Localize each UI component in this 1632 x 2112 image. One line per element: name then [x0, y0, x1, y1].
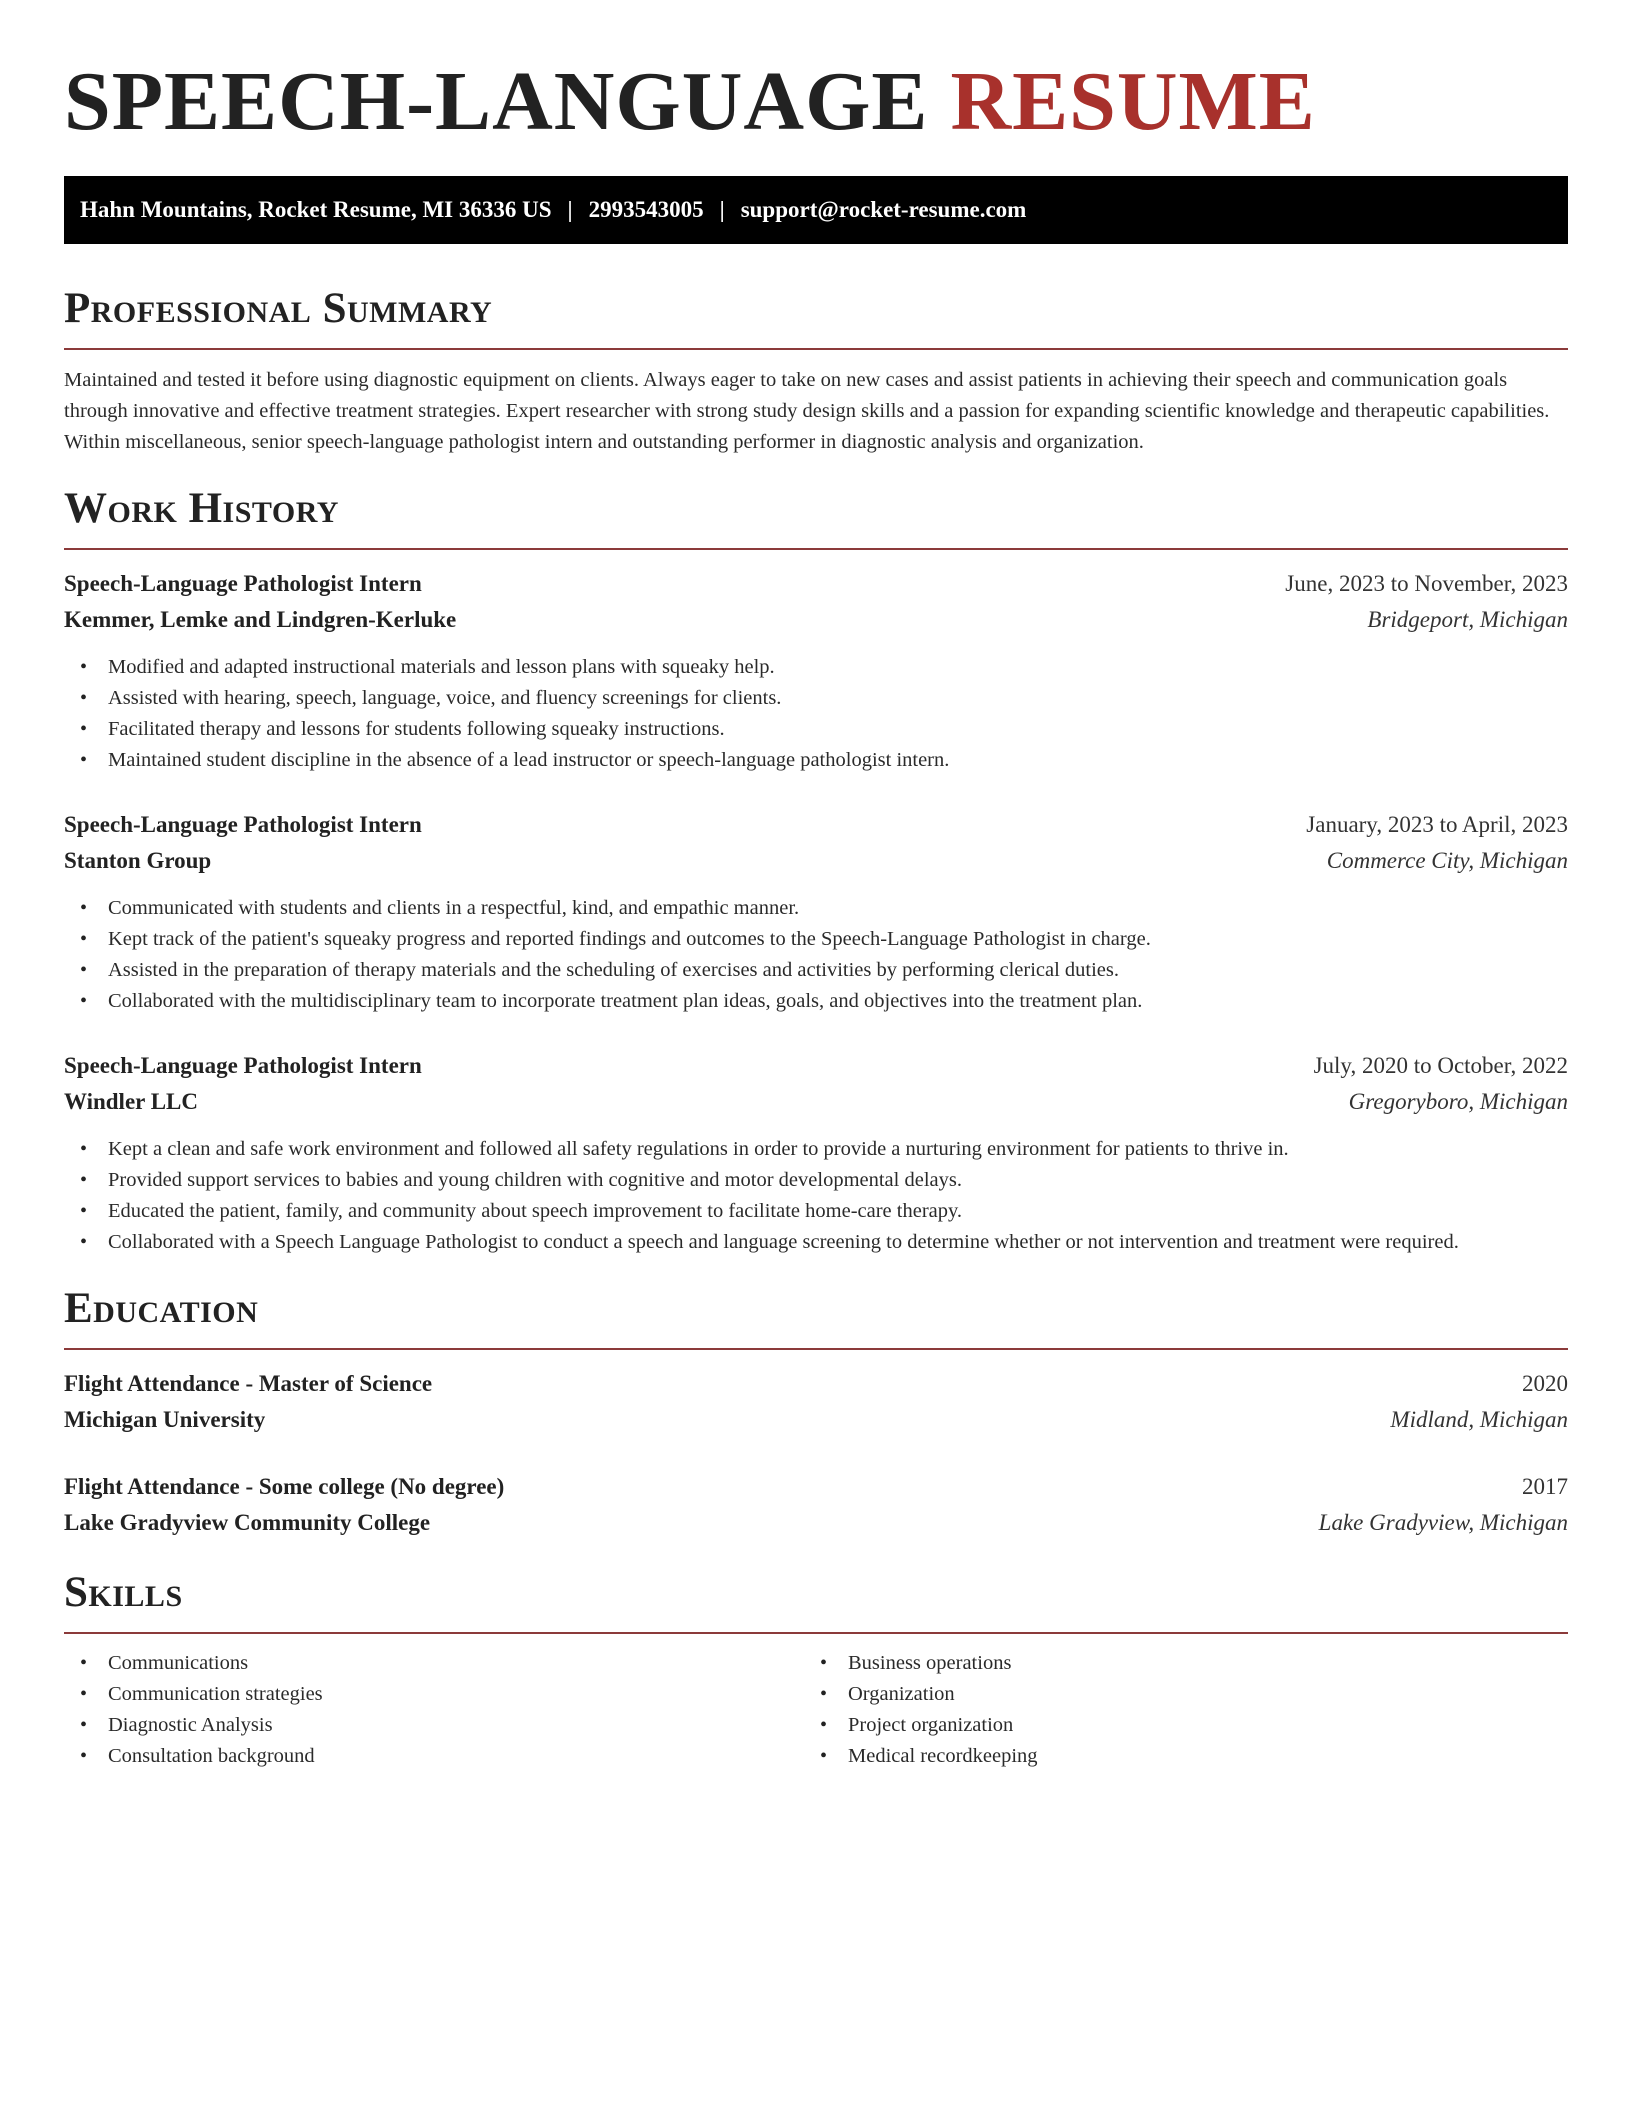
contact-email: support@rocket-resume.com [740, 197, 1027, 222]
skill-item: • Communication strategies [64, 1679, 804, 1710]
skill-item: • Project organization [804, 1710, 1568, 1741]
education-degree: Flight Attendance - Some college (No degree) [64, 1474, 505, 1499]
resume-title [64, 0, 1568, 176]
job-bullet: • Maintained student discipline in the absence of a lead instructor or speech-language pathologist intern. [64, 745, 1568, 776]
summary-text: Maintained and tested it before using diagnostic equipment on clients. Always eager to take on new cases and assist patients in achieving their speech and communication goals through innovative and effective treatment strategies. Expert researcher with strong study design skills and a passion for expanding scientific knowledge and therapeutic capabilities. Within miscellaneous, senior speech-language pathologist intern and outstanding performer in diagnostic analysis and organization. [64, 369, 1550, 453]
job-entry [64, 807, 1568, 879]
job-company: Kemmer, Lemke and Lindgren-Kerluke [64, 607, 457, 632]
job-dates: July, 2020 to October, 2022 [1313, 1053, 1568, 1078]
job-bullet: • Kept a clean and safe work environment and followed all safety regulations in order to provide a nurturing environment for patients to thrive in. [64, 1134, 1568, 1165]
skill-item: • Organization [804, 1679, 1568, 1710]
job-title: Speech-Language Pathologist Intern [64, 812, 422, 837]
section-divider [64, 1348, 1568, 1350]
job-bullet: • Assisted with hearing, speech, language, voice, and fluency screenings for clients. [64, 683, 1568, 714]
job-bullet: • Assisted in the preparation of therapy materials and the scheduling of exercises and activities by performing clerical duties. [64, 955, 1568, 986]
resume-page [64, 0, 1568, 1767]
skill-item: • Communications [64, 1648, 804, 1679]
education-year: 2017 [1522, 1474, 1568, 1499]
skill-item: • Business operations [804, 1648, 1568, 1679]
job-entry [64, 566, 1568, 638]
education-entry [64, 1469, 1568, 1541]
job-location: Commerce City, Michigan [1326, 848, 1568, 873]
job-bullet: • Modified and adapted instructional materials and lesson plans with squeaky help. [64, 652, 1568, 683]
job-dates: June, 2023 to November, 2023 [1285, 571, 1568, 596]
title-main: SPEECH-LANGUAGE [64, 55, 929, 148]
education-location: Lake Gradyview, Michigan [1318, 1510, 1568, 1535]
contact-bar [64, 176, 1568, 244]
section-divider [64, 348, 1568, 350]
section-heading-skills: Skills [64, 1569, 183, 1616]
job-company: Windler LLC [64, 1089, 198, 1114]
contact-separator: | [719, 197, 725, 222]
education-school: Michigan University [64, 1407, 266, 1432]
job-title: Speech-Language Pathologist Intern [64, 571, 422, 596]
job-location: Bridgeport, Michigan [1367, 607, 1568, 632]
job-location: Gregoryboro, Michigan [1348, 1089, 1568, 1114]
job-bullet-list [64, 1134, 1568, 1258]
contact-address: Hahn Mountains, Rocket Resume, MI 36336 US [80, 197, 552, 222]
job-bullet: • Facilitated therapy and lessons for students following squeaky instructions. [64, 714, 1568, 745]
title-accent: RESUME [950, 55, 1316, 148]
contact-separator: | [567, 197, 573, 222]
section-heading-summary: Professional Summary [64, 285, 493, 332]
job-title: Speech-Language Pathologist Intern [64, 1053, 422, 1078]
skill-item: • Medical recordkeeping [804, 1741, 1568, 1772]
education-school: Lake Gradyview Community College [64, 1510, 431, 1535]
job-bullet: • Communicated with students and clients in a respectful, kind, and empathic manner. [64, 893, 1568, 924]
job-bullet-list [64, 652, 1568, 776]
job-bullet: • Provided support services to babies and young children with cognitive and motor developmental delays. [64, 1165, 1568, 1196]
job-bullet: • Collaborated with the multidisciplinary team to incorporate treatment plan ideas, goals, and objectives into the treatment plan. [64, 986, 1568, 1017]
skills-list-left [64, 1648, 804, 1772]
section-heading-education: Education [64, 1285, 259, 1332]
education-entry [64, 1366, 1568, 1438]
skill-item: • Consultation background [64, 1741, 804, 1772]
contact-phone: 2993543005 [588, 197, 704, 222]
job-bullet-list [64, 893, 1568, 1017]
job-company: Stanton Group [64, 848, 212, 873]
skills-list-right [804, 1648, 1568, 1772]
section-divider [64, 1632, 1568, 1634]
education-degree: Flight Attendance - Master of Science [64, 1371, 433, 1396]
section-divider [64, 548, 1568, 550]
job-bullet: • Kept track of the patient's squeaky progress and reported findings and outcomes to the Speech-Language Pathologist in charge. [64, 924, 1568, 955]
job-bullet: • Educated the patient, family, and community about speech improvement to facilitate home-care therapy. [64, 1196, 1568, 1227]
education-year: 2020 [1522, 1371, 1568, 1396]
skill-item: • Diagnostic Analysis [64, 1710, 804, 1741]
job-entry [64, 1048, 1568, 1120]
section-heading-work-history: Work History [64, 485, 339, 532]
job-bullet: • Collaborated with a Speech Language Pathologist to conduct a speech and language screening to determine whether or not intervention and treatment were required. [64, 1227, 1568, 1258]
education-location: Midland, Michigan [1390, 1407, 1568, 1432]
job-dates: January, 2023 to April, 2023 [1306, 812, 1568, 837]
